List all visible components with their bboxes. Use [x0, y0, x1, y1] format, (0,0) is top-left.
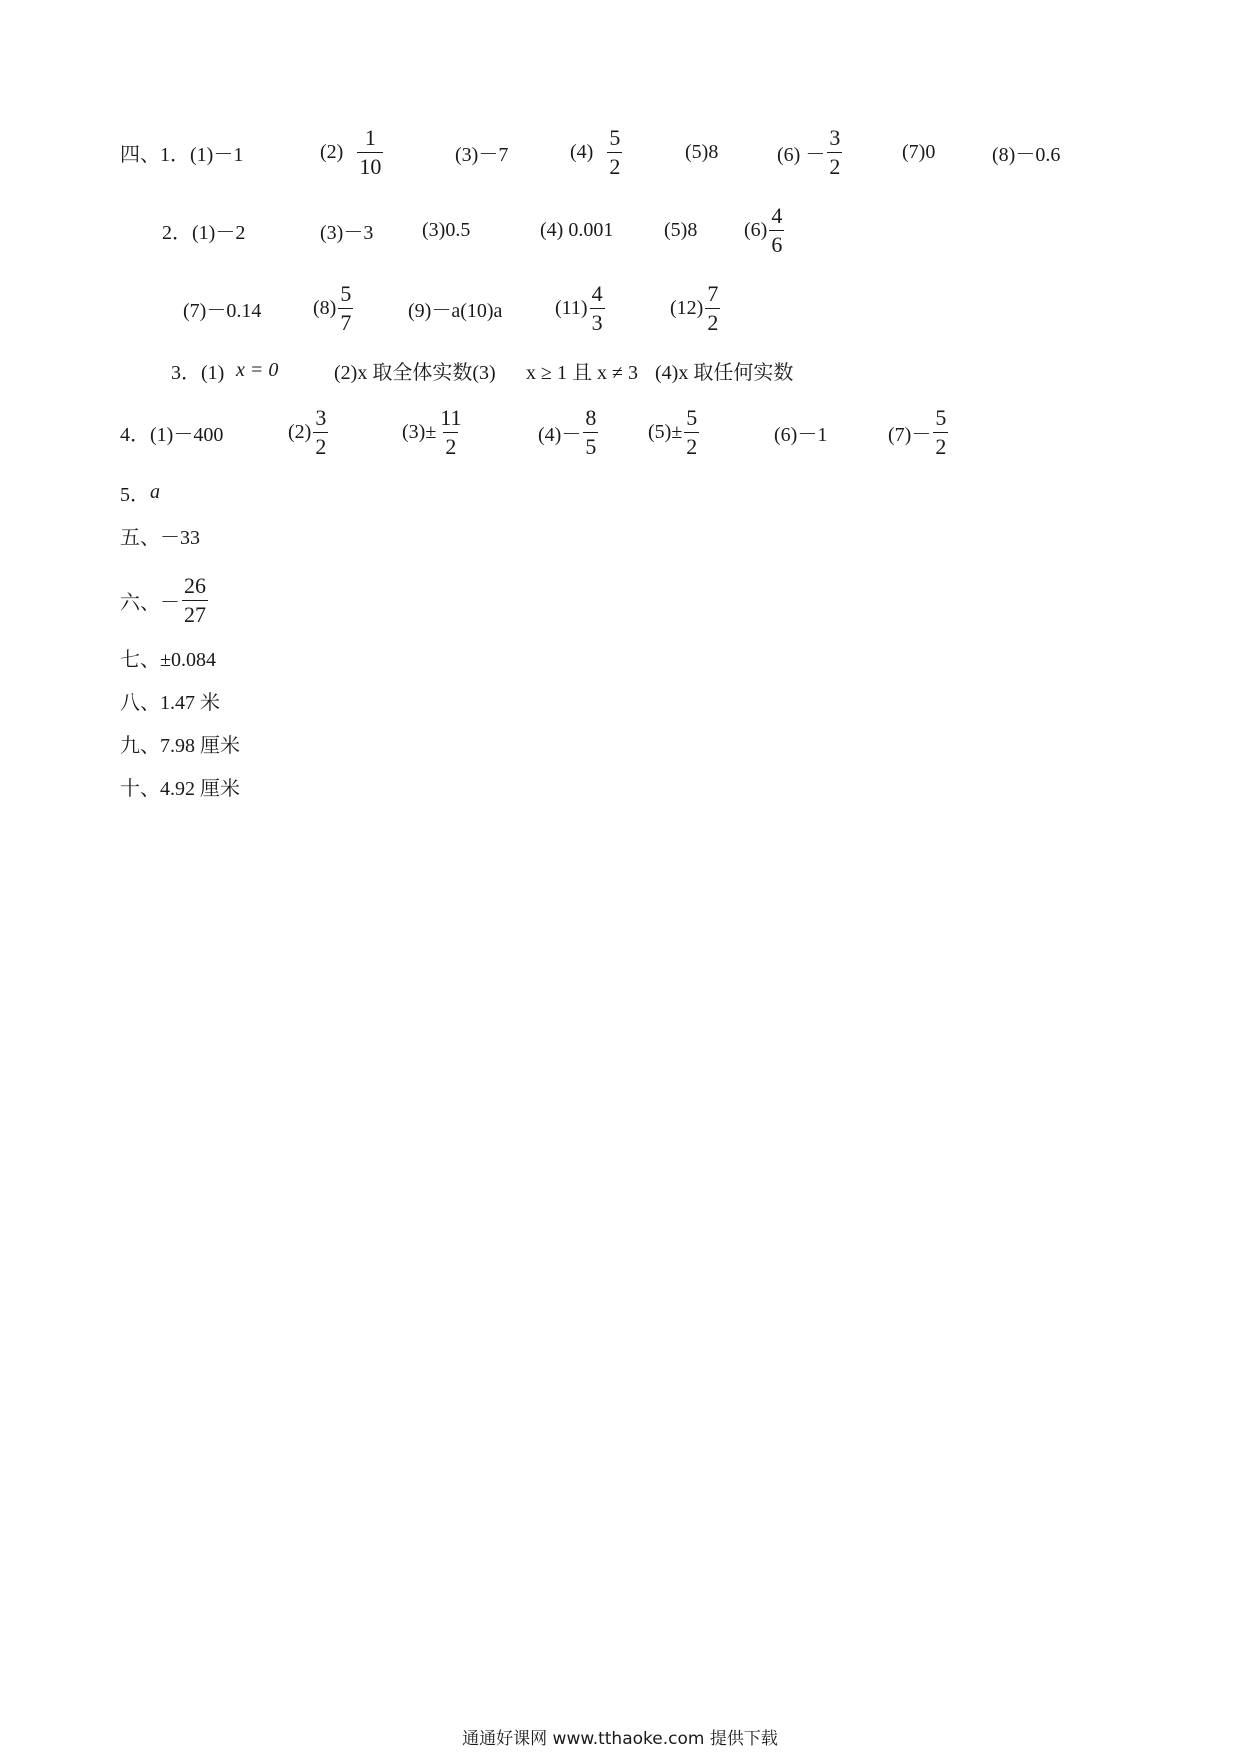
numerator: 5 — [609, 124, 621, 150]
fraction — [338, 280, 353, 337]
answer-4-2-3b: (3)0.5 — [422, 218, 471, 241]
answer-4-3-2: (2)x 取全体实数(3) — [334, 361, 496, 384]
denominator: 6 — [771, 231, 783, 257]
answer-row-4-2a — [0, 200, 1240, 260]
fraction — [607, 124, 622, 181]
answer-4-2-lead: 2．(1)－2 — [162, 221, 246, 244]
answer-4-4-3 — [402, 402, 465, 462]
denominator: 2 — [707, 309, 719, 335]
denominator: 7 — [340, 309, 352, 335]
answer-4-2-8 — [313, 278, 355, 338]
fraction — [583, 404, 598, 461]
fraction — [769, 202, 784, 259]
numerator: 7 — [707, 280, 719, 306]
answer-7: 七、±0.084 — [120, 648, 216, 671]
answer-row-4-4 — [0, 402, 1240, 462]
numerator: 4 — [771, 202, 783, 228]
answer-5: 五、－33 — [120, 526, 200, 549]
denominator: 2 — [609, 153, 621, 179]
numerator: 3 — [315, 404, 327, 430]
fraction — [827, 124, 842, 181]
label: 六、－ — [120, 591, 180, 614]
numerator: 1 — [364, 124, 376, 150]
answer-4-1-8: (8)－0.6 — [992, 143, 1061, 166]
label: (8) — [313, 296, 337, 319]
label: (4)－ — [538, 423, 582, 446]
answer-4-4-2 — [288, 402, 330, 462]
numerator: 4 — [591, 280, 603, 306]
answer-row-4-2b — [0, 278, 1240, 338]
label: 5． — [120, 483, 150, 506]
answer-4-5 — [120, 475, 160, 509]
label: (2) — [320, 140, 344, 163]
answer-4-1-lead: 四、1．(1)－1 — [120, 143, 244, 166]
fraction — [313, 404, 328, 461]
fraction — [182, 572, 208, 629]
denominator: 2 — [686, 433, 698, 459]
answer-4-3-1: x = 0 — [236, 358, 279, 381]
answer-4-2-9: (9)－a(10)a — [408, 299, 503, 322]
fraction — [590, 280, 605, 337]
answer-4-4-4 — [538, 402, 600, 462]
label: (2) — [288, 420, 312, 443]
answer-4-1-6 — [777, 122, 844, 182]
numerator: 3 — [829, 124, 841, 150]
answer-9: 九、7.98 厘米 — [120, 734, 240, 757]
numerator: 8 — [585, 404, 597, 430]
answer-4-3-lead: 3．(1) — [171, 361, 225, 384]
numerator: 5 — [935, 404, 947, 430]
label: (11) — [555, 296, 588, 319]
answer-4-1-7: (7)0 — [902, 140, 936, 163]
numerator: 5 — [340, 280, 352, 306]
denominator: 27 — [184, 601, 206, 627]
label: (3)± — [402, 420, 437, 443]
value: a — [150, 480, 160, 503]
answer-4-4-lead: 4．(1)－400 — [120, 423, 224, 446]
answer-4-3-4: (4)x 取任何实数 — [655, 361, 794, 384]
denominator: 5 — [585, 433, 597, 459]
denominator: 2 — [445, 433, 457, 459]
page-footer: 通通好课网 www.tthaoke.com 提供下载 — [462, 1729, 778, 1749]
answer-row-4-3 — [0, 340, 1240, 400]
label: (4) — [570, 140, 594, 163]
denominator: 2 — [935, 433, 947, 459]
answer-4-4-7 — [888, 402, 950, 462]
answer-8: 八、1.47 米 — [120, 691, 220, 714]
answer-4-4-5 — [648, 402, 701, 462]
answer-4-2-6 — [744, 200, 786, 260]
answer-4-2-11 — [555, 278, 607, 338]
label: (7)－ — [888, 423, 932, 446]
answer-4-1-4 — [570, 122, 624, 182]
label: (5)± — [648, 420, 683, 443]
label: (12) — [670, 296, 704, 319]
answer-4-1-5: (5)8 — [685, 140, 719, 163]
answer-4-4-6: (6)－1 — [774, 423, 828, 446]
fraction — [684, 404, 699, 461]
fraction — [357, 124, 383, 181]
label: (6) — [744, 218, 768, 241]
answer-4-2-4: (4) 0.001 — [540, 218, 614, 241]
answer-4-1-2 — [320, 122, 385, 182]
answer-4-3-3: x ≥ 1 且 x ≠ 3 — [526, 361, 638, 384]
denominator: 2 — [315, 433, 327, 459]
answer-4-1-3: (3)－7 — [455, 143, 509, 166]
denominator: 10 — [359, 153, 382, 179]
fraction — [933, 404, 948, 461]
answer-4-2-5: (5)8 — [664, 218, 698, 241]
answer-6 — [120, 570, 210, 630]
denominator: 3 — [591, 309, 603, 335]
numerator: 26 — [184, 572, 206, 598]
answer-4-2-7: (7)－0.14 — [183, 299, 262, 322]
fraction — [705, 280, 720, 337]
answer-4-2-3: (3)－3 — [320, 221, 374, 244]
numerator: 5 — [686, 404, 698, 430]
label: (6) － — [777, 143, 826, 166]
fraction — [438, 404, 463, 461]
numerator: 11 — [440, 404, 462, 430]
answer-10: 十、4.92 厘米 — [120, 777, 240, 800]
answer-row-4-1 — [0, 122, 1240, 182]
answer-4-2-12 — [670, 278, 722, 338]
denominator: 2 — [829, 153, 841, 179]
